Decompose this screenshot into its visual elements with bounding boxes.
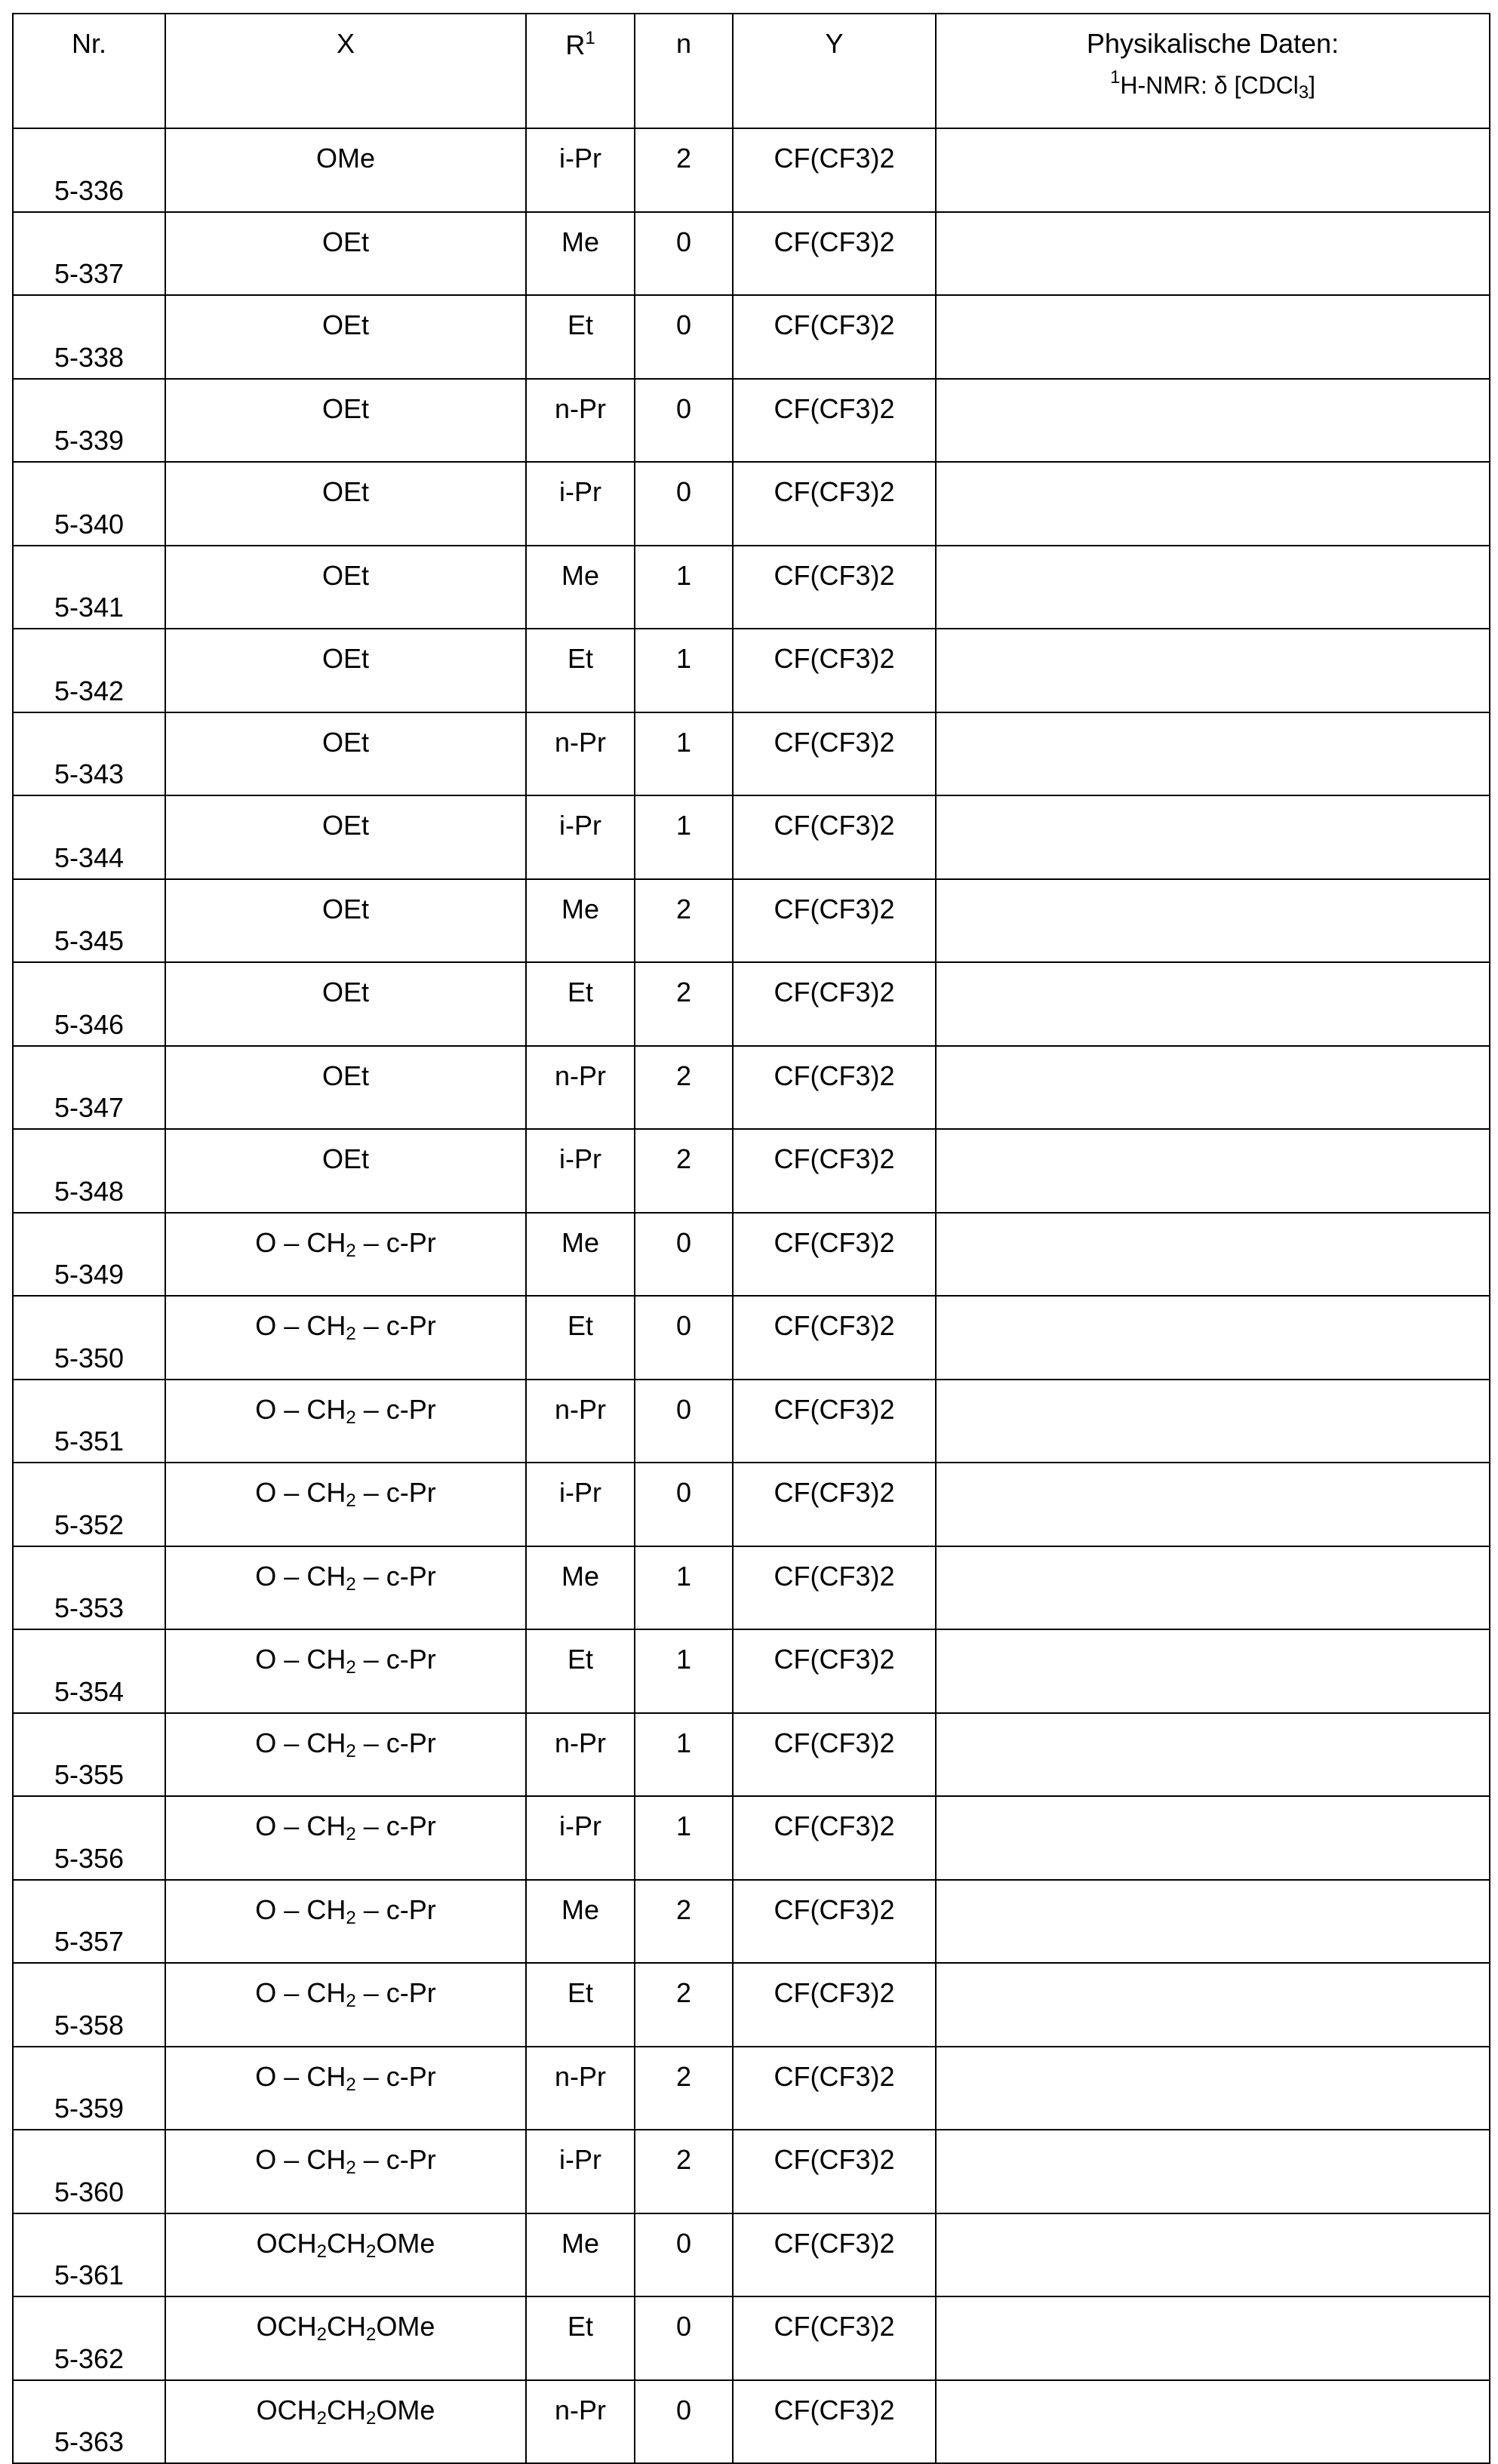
header-phys-line1: Physikalische Daten:	[1087, 28, 1339, 59]
cell-x: OEt	[165, 879, 526, 963]
cell-x: OEt	[165, 295, 526, 379]
cell-y: CF(CF3)2	[733, 1880, 936, 1964]
cell-x: OEt	[165, 462, 526, 546]
cell-n: 0	[635, 462, 733, 546]
table-row	[13, 546, 1490, 629]
cell-n: 2	[635, 1046, 733, 1130]
cell-r1: n-Pr	[526, 1046, 635, 1130]
cell-nr: 5-360	[13, 2130, 165, 2213]
cell-n: 0	[635, 295, 733, 379]
table-row	[13, 1713, 1490, 1797]
table-row	[13, 128, 1490, 212]
cell-r1: Et	[526, 629, 635, 712]
cell-nr: 5-352	[13, 1463, 165, 1546]
cell-physical-data	[936, 1963, 1490, 2047]
cell-physical-data	[936, 462, 1490, 546]
cell-nr: 5-346	[13, 962, 165, 1046]
cell-physical-data	[936, 962, 1490, 1046]
table-row	[13, 629, 1490, 712]
table-row	[13, 1796, 1490, 1880]
cell-y: CF(CF3)2	[733, 1796, 936, 1880]
cell-nr: 5-348	[13, 1129, 165, 1213]
cell-n: 2	[635, 2047, 733, 2130]
cell-y: CF(CF3)2	[733, 2380, 936, 2464]
cell-y: CF(CF3)2	[733, 462, 936, 546]
cell-nr: 5-344	[13, 795, 165, 879]
cell-r1: n-Pr	[526, 2047, 635, 2130]
cell-x: O – CH2 – c-Pr	[165, 2047, 526, 2130]
cell-physical-data	[936, 1880, 1490, 1964]
cell-x: OEt	[165, 629, 526, 712]
cell-y: CF(CF3)2	[733, 2130, 936, 2213]
cell-n: 0	[635, 1296, 733, 1380]
cell-physical-data	[936, 795, 1490, 879]
cell-x: OCH2CH2OMe	[165, 2380, 526, 2464]
header-nr: Nr.	[13, 14, 165, 128]
cell-x: OCH2CH2OMe	[165, 2213, 526, 2297]
cell-x: OEt	[165, 1129, 526, 1213]
cell-x: OEt	[165, 1046, 526, 1130]
cell-n: 0	[635, 1463, 733, 1546]
cell-x: O – CH2 – c-Pr	[165, 1880, 526, 1964]
cell-physical-data	[936, 2130, 1490, 2213]
cell-physical-data	[936, 2380, 1490, 2464]
cell-x: OEt	[165, 379, 526, 463]
cell-x: OMe	[165, 128, 526, 212]
cell-y: CF(CF3)2	[733, 1963, 936, 2047]
table-row	[13, 2296, 1490, 2380]
cell-y: CF(CF3)2	[733, 879, 936, 963]
cell-physical-data	[936, 1129, 1490, 1213]
cell-nr: 5-357	[13, 1880, 165, 1964]
cell-nr: 5-345	[13, 879, 165, 963]
table-row	[13, 295, 1490, 379]
cell-x: O – CH2 – c-Pr	[165, 1713, 526, 1797]
cell-n: 1	[635, 629, 733, 712]
cell-n: 1	[635, 1713, 733, 1797]
cell-y: CF(CF3)2	[733, 1546, 936, 1630]
table-row	[13, 212, 1490, 296]
cell-nr: 5-341	[13, 546, 165, 629]
cell-nr: 5-356	[13, 1796, 165, 1880]
nmr-label: H-NMR: δ [CDCl	[1120, 72, 1298, 99]
cell-x: O – CH2 – c-Pr	[165, 1963, 526, 2047]
table-row	[13, 1463, 1490, 1546]
cell-r1: i-Pr	[526, 2130, 635, 2213]
cell-r1: Et	[526, 295, 635, 379]
cell-y: CF(CF3)2	[733, 629, 936, 712]
cell-n: 0	[635, 2213, 733, 2297]
cell-n: 2	[635, 1880, 733, 1964]
cell-nr: 5-355	[13, 1713, 165, 1797]
cell-physical-data	[936, 2047, 1490, 2130]
cell-nr: 5-351	[13, 1380, 165, 1463]
cell-r1: n-Pr	[526, 712, 635, 796]
table-row	[13, 1046, 1490, 1130]
cell-nr: 5-358	[13, 1963, 165, 2047]
cell-x: O – CH2 – c-Pr	[165, 1796, 526, 1880]
cell-nr: 5-354	[13, 1629, 165, 1713]
nmr-sup: 1	[1110, 67, 1120, 88]
cell-y: CF(CF3)2	[733, 2047, 936, 2130]
cell-y: CF(CF3)2	[733, 1296, 936, 1380]
cell-y: CF(CF3)2	[733, 295, 936, 379]
cell-y: CF(CF3)2	[733, 2213, 936, 2297]
cell-r1: i-Pr	[526, 1796, 635, 1880]
cell-y: CF(CF3)2	[733, 2296, 936, 2380]
cell-nr: 5-340	[13, 462, 165, 546]
cell-x: O – CH2 – c-Pr	[165, 1463, 526, 1546]
cell-x: OEt	[165, 795, 526, 879]
cell-nr: 5-350	[13, 1296, 165, 1380]
header-phys-line2	[937, 67, 1489, 103]
cell-nr: 5-338	[13, 295, 165, 379]
cell-n: 2	[635, 1963, 733, 2047]
table-row	[13, 1213, 1490, 1297]
cell-y: CF(CF3)2	[733, 1046, 936, 1130]
cell-n: 0	[635, 2296, 733, 2380]
cell-y: CF(CF3)2	[733, 1463, 936, 1546]
header-r1-base: R	[565, 29, 585, 60]
cell-r1: Me	[526, 546, 635, 629]
cell-y: CF(CF3)2	[733, 1129, 936, 1213]
cell-r1: n-Pr	[526, 1380, 635, 1463]
cell-n: 2	[635, 962, 733, 1046]
header-r1	[526, 14, 635, 128]
cell-n: 0	[635, 1213, 733, 1297]
cell-physical-data	[936, 629, 1490, 712]
compound-table	[12, 13, 1490, 2464]
table-row	[13, 1380, 1490, 1463]
cell-r1: Me	[526, 1880, 635, 1964]
cell-x: O – CH2 – c-Pr	[165, 1380, 526, 1463]
cell-physical-data	[936, 1046, 1490, 1130]
cell-r1: n-Pr	[526, 2380, 635, 2464]
cell-physical-data	[936, 879, 1490, 963]
cell-n: 2	[635, 879, 733, 963]
cell-physical-data	[936, 1463, 1490, 1546]
cell-y: CF(CF3)2	[733, 1713, 936, 1797]
cell-x: OEt	[165, 962, 526, 1046]
cell-physical-data	[936, 1546, 1490, 1630]
cell-r1: i-Pr	[526, 462, 635, 546]
cell-physical-data	[936, 212, 1490, 296]
cell-n: 2	[635, 2130, 733, 2213]
table-row	[13, 462, 1490, 546]
cell-r1: i-Pr	[526, 128, 635, 212]
header-x: X	[165, 14, 526, 128]
cell-r1: Me	[526, 879, 635, 963]
cell-n: 1	[635, 546, 733, 629]
header-physical-data	[936, 14, 1490, 128]
cell-physical-data	[936, 1380, 1490, 1463]
cell-nr: 5-347	[13, 1046, 165, 1130]
header-row	[13, 14, 1490, 128]
cell-n: 1	[635, 795, 733, 879]
cell-physical-data	[936, 546, 1490, 629]
cell-nr: 5-342	[13, 629, 165, 712]
cell-r1: Me	[526, 1213, 635, 1297]
cell-y: CF(CF3)2	[733, 212, 936, 296]
cell-r1: n-Pr	[526, 1713, 635, 1797]
header-y: Y	[733, 14, 936, 128]
cell-physical-data	[936, 379, 1490, 463]
table-row	[13, 1880, 1490, 1964]
cell-nr: 5-359	[13, 2047, 165, 2130]
cell-n: 0	[635, 212, 733, 296]
cell-r1: Et	[526, 1963, 635, 2047]
cell-r1: i-Pr	[526, 795, 635, 879]
cell-r1: Et	[526, 2296, 635, 2380]
cell-physical-data	[936, 1213, 1490, 1297]
cell-y: CF(CF3)2	[733, 379, 936, 463]
cell-nr: 5-337	[13, 212, 165, 296]
cell-r1: Me	[526, 212, 635, 296]
cell-n: 0	[635, 1380, 733, 1463]
cell-y: CF(CF3)2	[733, 962, 936, 1046]
cell-n: 1	[635, 1546, 733, 1630]
cell-x: O – CH2 – c-Pr	[165, 1213, 526, 1297]
cell-physical-data	[936, 128, 1490, 212]
cell-r1: Me	[526, 1546, 635, 1630]
cell-physical-data	[936, 1296, 1490, 1380]
cell-y: CF(CF3)2	[733, 712, 936, 796]
cell-r1: Me	[526, 2213, 635, 2297]
cell-x: OEt	[165, 712, 526, 796]
cell-nr: 5-361	[13, 2213, 165, 2297]
cell-physical-data	[936, 712, 1490, 796]
cell-y: CF(CF3)2	[733, 546, 936, 629]
cell-physical-data	[936, 1713, 1490, 1797]
cell-r1: i-Pr	[526, 1463, 635, 1546]
cell-nr: 5-336	[13, 128, 165, 212]
cell-x: OEt	[165, 212, 526, 296]
cell-nr: 5-362	[13, 2296, 165, 2380]
cell-y: CF(CF3)2	[733, 1629, 936, 1713]
cell-physical-data	[936, 2213, 1490, 2297]
cell-nr: 5-343	[13, 712, 165, 796]
cell-n: 0	[635, 379, 733, 463]
cell-nr: 5-353	[13, 1546, 165, 1630]
cell-n: 1	[635, 712, 733, 796]
cell-y: CF(CF3)2	[733, 1213, 936, 1297]
header-n: n	[635, 14, 733, 128]
cell-nr: 5-363	[13, 2380, 165, 2464]
cell-y: CF(CF3)2	[733, 795, 936, 879]
cell-physical-data	[936, 1796, 1490, 1880]
cell-n: 2	[635, 128, 733, 212]
cell-r1: n-Pr	[526, 379, 635, 463]
cell-nr: 5-339	[13, 379, 165, 463]
cell-n: 1	[635, 1629, 733, 1713]
cell-x: O – CH2 – c-Pr	[165, 2130, 526, 2213]
table-row	[13, 2380, 1490, 2464]
cell-physical-data	[936, 2296, 1490, 2380]
cell-r1: Et	[526, 1629, 635, 1713]
table-row	[13, 879, 1490, 963]
cell-r1: i-Pr	[526, 1129, 635, 1213]
table-row	[13, 712, 1490, 796]
table-row	[13, 1129, 1490, 1213]
cell-r1: Et	[526, 962, 635, 1046]
table-row	[13, 2130, 1490, 2213]
table-row	[13, 1629, 1490, 1713]
header-r1-sup: 1	[585, 28, 595, 48]
cell-x: O – CH2 – c-Pr	[165, 1629, 526, 1713]
cell-x: OEt	[165, 546, 526, 629]
cell-physical-data	[936, 295, 1490, 379]
table-row	[13, 795, 1490, 879]
cell-physical-data	[936, 1629, 1490, 1713]
cell-n: 1	[635, 1796, 733, 1880]
cell-n: 2	[635, 1129, 733, 1213]
table-row	[13, 1963, 1490, 2047]
cell-x: O – CH2 – c-Pr	[165, 1296, 526, 1380]
table-row	[13, 1296, 1490, 1380]
cell-r1: Et	[526, 1296, 635, 1380]
table-row	[13, 2047, 1490, 2130]
cell-n: 0	[635, 2380, 733, 2464]
cell-y: CF(CF3)2	[733, 1380, 936, 1463]
table-row	[13, 2213, 1490, 2297]
cell-x: OCH2CH2OMe	[165, 2296, 526, 2380]
cell-y: CF(CF3)2	[733, 128, 936, 212]
cell-nr: 5-349	[13, 1213, 165, 1297]
nmr-close: ]	[1309, 72, 1315, 99]
nmr-sub: 3	[1299, 82, 1309, 103]
table-row	[13, 379, 1490, 463]
cell-x: O – CH2 – c-Pr	[165, 1546, 526, 1630]
table-row	[13, 1546, 1490, 1630]
table-row	[13, 962, 1490, 1046]
